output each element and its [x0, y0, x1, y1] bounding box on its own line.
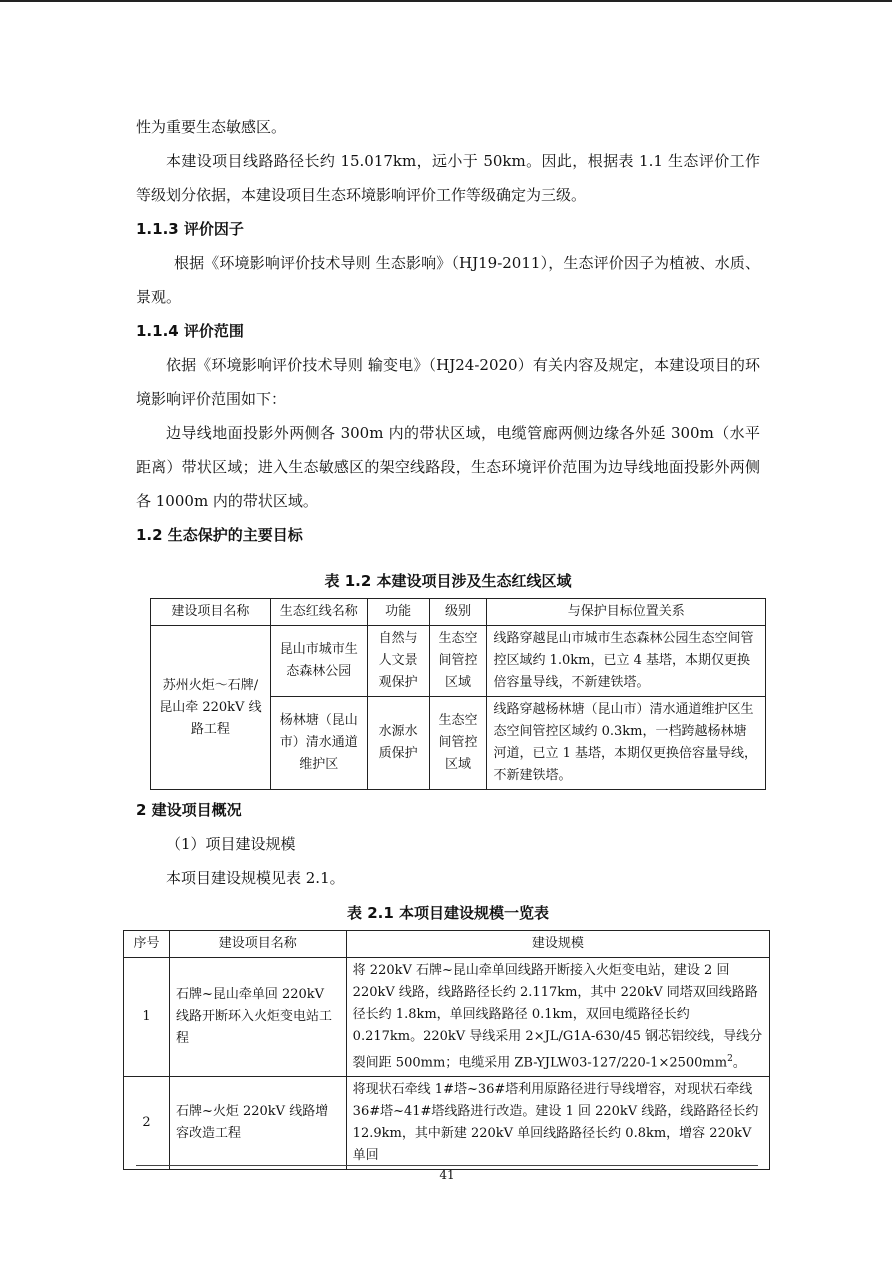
- level-cell: 生态空间管控区域: [429, 697, 487, 790]
- level-cell: 生态空间管控区域: [429, 626, 487, 697]
- table-header-cell: 序号: [124, 931, 170, 958]
- table-header-cell: 与保护目标位置关系: [487, 599, 766, 626]
- table-header-cell: 级别: [429, 599, 487, 626]
- paragraph: 根据《环境影响评价技术导则 生态影响》（HJ19-2011），生态评价因子为植被、水质、景观。: [136, 254, 760, 306]
- section-2-block: [136, 793, 760, 895]
- section-heading: 2 建设项目概况: [136, 801, 242, 819]
- section-heading: 1.1.4 评价范围: [136, 322, 244, 340]
- index-cell: 1: [124, 958, 170, 1077]
- section-heading: 1.1.3 评价因子: [136, 220, 244, 238]
- body-text: [136, 110, 760, 552]
- paragraph: 依据《环境影响评价技术导则 输变电》（HJ24-2020）有关内容及规定，本建设项目的环境影响评价范围如下：: [136, 356, 760, 408]
- scale-text: 将 220kV 石牌~昆山牵单回线路开断接入火炬变电站，建设 2 回 220kV 线路，线路路径长约 2.117km，其中 220kV 同塔双回线路路径长约 1.8km，单回线路路径 0.1km，双回电缆路径长约 0.217km。220kV 导线采用 2×JL/G1A-630/45 钢芯铝绞线，导线分裂间距 500mm；电缆采用 ZB-YJLW03-127/220-1×2500mm: [352, 963, 763, 1071]
- scale-text-end: 。: [732, 1055, 746, 1071]
- table-row: [124, 958, 770, 1077]
- function-cell: 自然与人文景观保护: [367, 626, 429, 697]
- table-header-cell: 建设规模: [346, 931, 769, 958]
- table-header-cell: 建设项目名称: [169, 931, 346, 958]
- table-header-cell: 建设项目名称: [151, 599, 271, 626]
- redline-name-cell: 杨林塘（昆山市）清水通道维护区: [270, 697, 367, 790]
- table-header-cell: 生态红线名称: [270, 599, 367, 626]
- section-heading: 1.2 生态保护的主要目标: [136, 526, 303, 544]
- subheading: （1）项目建设规模: [166, 835, 296, 853]
- redline-name-cell: 昆山市城市生态森林公园: [270, 626, 367, 697]
- table-caption: 表 2.1 本项目建设规模一览表: [346, 904, 550, 922]
- superscript: 2: [727, 1054, 733, 1064]
- table-header-row: [124, 931, 770, 958]
- table-header-row: [151, 599, 766, 626]
- paragraph: 性为重要生态敏感区。: [136, 118, 287, 136]
- page-number: 41: [439, 1168, 455, 1182]
- scale-cell: [346, 958, 769, 1077]
- project-name-cell: 石牌~昆山牵单回 220kV 线路开断环入火炬变电站工程: [169, 958, 346, 1077]
- paragraph: 本建设项目线路路径长约 15.017km，远小于 50km。因此，根据表 1.1 生态评价工作等级划分依据，本建设项目生态环境影响评价工作等级确定为三级。: [136, 152, 760, 204]
- project-name-cell: 石牌~火炬 220kV 线路增容改造工程: [169, 1077, 346, 1170]
- table-row: [151, 626, 766, 697]
- project-name-cell: 苏州火炬～石牌/昆山牵 220kV 线路工程: [151, 626, 271, 790]
- function-cell: 水源水质保护: [367, 697, 429, 790]
- relation-cell: 线路穿越昆山市城市生态森林公园生态空间管控区域约 1.0km，已立 4 基塔，本期仅更换倍容量导线，不新建铁塔。: [487, 626, 766, 697]
- top-border-line: [0, 0, 892, 2]
- ecological-redline-table: [150, 598, 766, 790]
- paragraph: 本项目建设规模见表 2.1。: [166, 869, 345, 887]
- scale-cell: 将现状石牵线 1#塔~36#塔利用原路径进行导线增容，对现状石牵线 36#塔~41#塔线路进行改造。建设 1 回 220kV 线路，线路路径长约 12.9km，其中新建 220kV 单回线路路径长约 0.8km，增容 220kV 单回: [346, 1077, 769, 1170]
- construction-scale-table: [123, 930, 770, 1170]
- index-cell: 2: [124, 1077, 170, 1170]
- table-row: [124, 1077, 770, 1170]
- relation-cell: 线路穿越杨林塘（昆山市）清水通道维护区生态空间管控区域约 0.3km，一档跨越杨林塘河道，已立 1 基塔，本期仅更换倍容量导线，不新建铁塔。: [487, 697, 766, 790]
- footer-divider: [136, 1165, 758, 1166]
- table-header-cell: 功能: [367, 599, 429, 626]
- table-caption: 表 1.2 本建设项目涉及生态红线区域: [324, 572, 572, 590]
- paragraph: 边导线地面投影外两侧各 300m 内的带状区域，电缆管廊两侧边缘各外延 300m（水平距离）带状区域；进入生态敏感区的架空线路段，生态环境评价范围为边导线地面投影外两侧各 1000m 内的带状区域。: [136, 424, 760, 510]
